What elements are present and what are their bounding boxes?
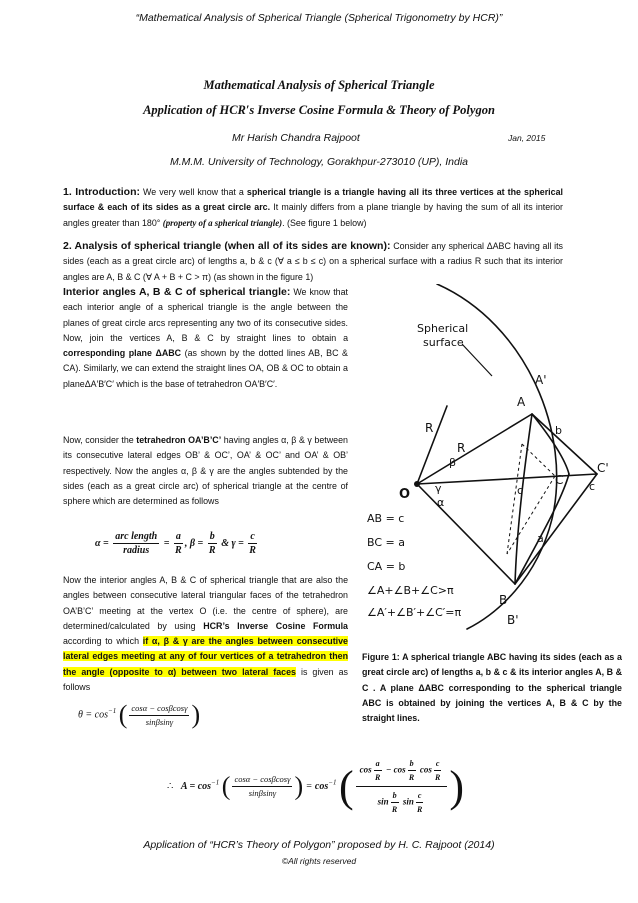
label-surface: surface xyxy=(423,336,464,349)
figure-spherical-triangle xyxy=(357,284,627,634)
inverse-cosine-paragraph: Now the interior angles A, B & C of spherical triangle that are also the angles between consecutive lateral triangular faces of the tetrahedron OA’B’C’ meeting at the vertex O (i.e. the centre of sphere), are determined/calculated by using HCR’s Inverse Cosine Formula according to which if α, β & γ are the angles between consecutive lateral edges meeting at any of four vertices of a tetrahedron then the angle (opposite to α) between two lateral faces is given as follows xyxy=(63,575,348,693)
label-side-c: c xyxy=(517,484,524,497)
label-side-b: b xyxy=(555,424,562,437)
label-a: A xyxy=(517,395,526,409)
interior-angles-heading: Interior angles A, B & C of spherical triangle: xyxy=(63,286,291,298)
label-spherical: Spherical xyxy=(417,322,469,335)
equation-subtended-angles: α = $\frac{\text{arc length}}{\text{radius}}$ = $\frac{a}{R}$ , β = $\frac{b}{R}$ & γ = $\frac{c}{R}$ xyxy=(95,531,256,556)
paper-title: Mathematical Analysis of Spherical Triangle xyxy=(203,78,435,92)
label-a-prime: A' xyxy=(535,373,547,387)
radius-line-oa xyxy=(417,414,532,484)
label-r-2: R xyxy=(457,441,466,455)
note-bc: BC = a xyxy=(367,536,405,549)
note-angle-sum: ∠A+∠B+∠C>π xyxy=(367,584,454,597)
chord-ab xyxy=(507,444,522,554)
footer-line: Application of “HCR’s Theory of Polygon” proposed by H. C. Rajpoot (2014) xyxy=(143,839,495,851)
radius-line-oc xyxy=(417,474,597,484)
copyright: ©All rights reserved xyxy=(281,856,357,866)
edge-a-c-outer xyxy=(532,414,597,474)
analysis-paragraph: 2. Analysis of spherical triangle (when all of its sides are known): Consider any spherical ΔABC having all its sides (each as a great circle arc) of lengths a, b & c (∀ a ≤ b ≤ c) on a spherical surface with a radius R such that its interior angles are A, B & C (∀ A + B + C > π) (as shown in the figure 1) xyxy=(63,240,563,282)
note-ab: AB = c xyxy=(367,512,405,525)
running-header: “Mathematical Analysis of Spherical Triangle (Spherical Trigonometry by HCR)” xyxy=(135,12,503,24)
label-c: C xyxy=(555,473,564,487)
paper-subtitle: Application of HCR′s Inverse Cosine Formula & Theory of Polygon xyxy=(143,103,495,117)
label-b: B xyxy=(499,593,508,607)
chord-bc xyxy=(507,476,555,554)
tetrahedron-paragraph: Now, consider the tetrahedron OA’B’C’ having angles α, β & γ between its consecutive lateral edges OB’ & OC’, OA’ & OC’ and OA’ & OB’ respectively. Now the angles α, β & γ are the angles subtended by the sides (each as a great circle arc) of spherical triangle at the centre of sphere which are determined as follows xyxy=(63,435,348,507)
author: Mr Harish Chandra Rajpoot xyxy=(232,132,360,144)
affiliation: M.M.M. University of Technology, Gorakhpur-273010 (UP), India xyxy=(169,156,469,168)
chord-ac xyxy=(522,444,555,476)
radius-r-line xyxy=(417,406,447,484)
label-o: O xyxy=(399,487,411,502)
label-b-prime: B' xyxy=(507,613,519,627)
date: Jan, 2015 xyxy=(508,133,546,143)
radius-line-ob xyxy=(417,484,515,584)
figure-caption: Figure 1: A spherical triangle ABC having its sides (each as a great circle arc) of lengths a, b & c & its interior angles A, B & C . A plane ΔABC corresponding to the spherical triangle ABC is obtained by joining the vertices A, B & C by the straight lines. xyxy=(362,652,622,724)
introduction-heading: 1. Introduction: xyxy=(63,186,140,198)
label-alpha: α xyxy=(437,496,445,509)
interior-angles-paragraph: Interior angles A, B & C of spherical triangle: We know that each interior angle of a spherical triangle is the angle between the planes of great circle arcs representing any two of its consecutive sides. Now, join the vertices A, B & C by straight lines to obtain a corresponding plane ΔABC (as shown by the dotted lines AB, BC & CA). Similarly, we can extend the straight lines OA, OB & OC to obtain a planeΔA′B′C′ which is the base of tetrahedron OA′B′C′. xyxy=(63,286,348,389)
final-angle-formula: ∴ $A = \cos^{-1}$ ( $\frac{\cos\alpha - \cos\beta\cos\gamma}{\sin\beta\sin\gamma}$ ) = $\cos^{-1}$ ( cos $\frac{a}{R}$ − cos $\frac{b}{R}$ cos $\frac{c}{R}$ sin $\frac{b}{R}$ sin $\frac{c}{R}$ ) xyxy=(167,755,464,818)
figure-drawing xyxy=(357,284,627,634)
surface-pointer xyxy=(462,344,492,376)
label-gamma: γ xyxy=(435,482,442,495)
note-ca: CA = b xyxy=(367,560,406,573)
analysis-heading: 2. Analysis of spherical triangle (when all of its sides are known): xyxy=(63,240,391,252)
label-beta: β xyxy=(449,456,457,469)
label-r-1: R xyxy=(425,421,434,435)
note-angle-sum-prime: ∠A′+∠B′+∠C′=π xyxy=(367,606,462,619)
label-side-c-outer: c xyxy=(589,480,596,493)
label-c-prime: C' xyxy=(597,461,609,475)
hcr-inverse-cosine-formula: $\theta = \cos^{-1}$ ( $\frac{\cos\alpha - \cos\beta\cos\gamma}{\sin\beta\sin\gamma}$ ) xyxy=(78,700,201,729)
centre-o-dot xyxy=(414,481,420,487)
introduction-paragraph: 1. Introduction: We very well know that a spherical triangle is a triangle having all its three vertices at the spherical surface & each of its sides as a great circle arc. It mainly differs from a plane triangle by having the sum of all its interior angles greater than 180° (property of a spherical triangle). (See figure 1 below) xyxy=(63,186,563,228)
label-side-a: a xyxy=(537,532,544,545)
